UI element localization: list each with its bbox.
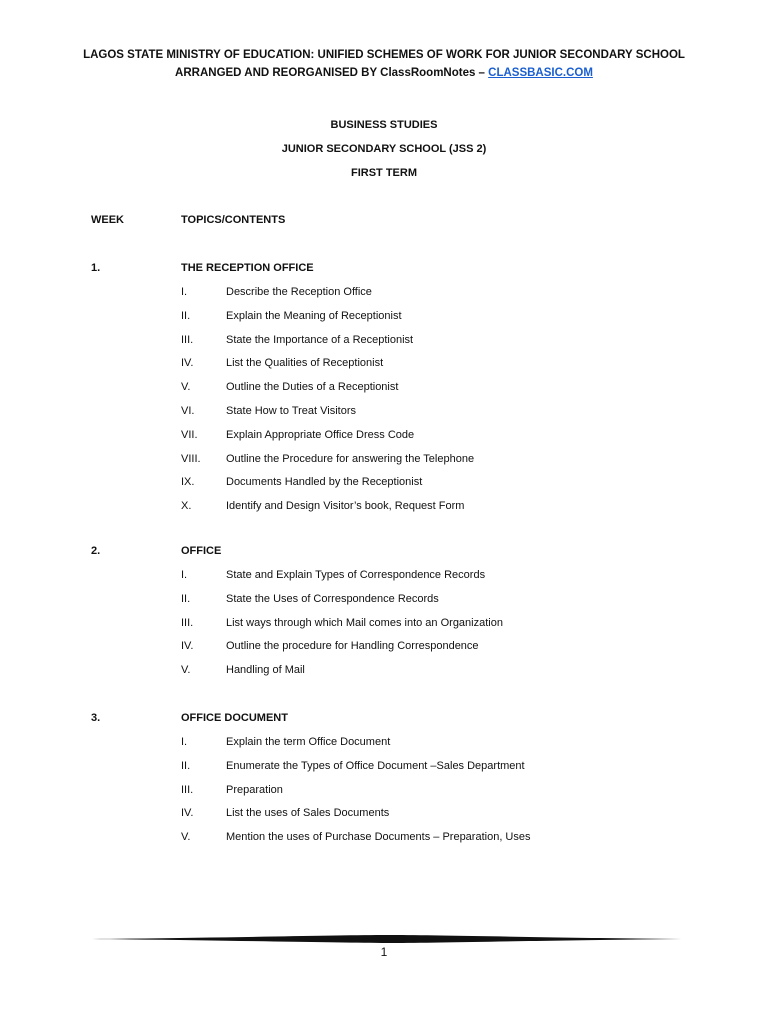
item-numeral: II. (181, 759, 191, 772)
item-numeral: V. (181, 664, 191, 677)
item-text: Explain the term Office Document (226, 736, 391, 748)
item-numeral: X. (181, 500, 192, 513)
item-numeral: II. (181, 592, 191, 605)
item-text: Mention the uses of Purchase Documents – Preparation, Uses (226, 831, 531, 844)
item-numeral: V. (181, 381, 191, 394)
item-text: Handling of Mail (226, 664, 305, 677)
footer-divider (92, 934, 682, 944)
week-number: 3. (91, 712, 101, 724)
item-numeral: IV. (181, 807, 194, 820)
week-number: 1. (91, 262, 101, 274)
item-text: State the Importance of a Receptionist (226, 333, 414, 346)
page-header (0, 46, 768, 82)
item-text: Documents Handled by the Receptionist (226, 476, 423, 489)
item-text: Describe the Reception Office (226, 286, 372, 298)
item-text: Explain the Meaning of Receptionist (226, 309, 402, 322)
item-numeral: III. (181, 616, 194, 629)
item-numeral: V. (181, 831, 191, 844)
item-numeral: I. (181, 736, 188, 748)
week-number: 2. (91, 545, 101, 557)
page-number: 1 (380, 945, 388, 959)
item-text: State the Uses of Correspondence Records (226, 592, 439, 605)
item-text: List the Qualities of Receptionist (226, 357, 384, 370)
header-line-1: LAGOS STATE MINISTRY OF EDUCATION: UNIFIED SCHEMES OF WORK FOR JUNIOR SECONDARY SCHOOL (83, 49, 685, 61)
item-numeral: VII. (181, 428, 198, 441)
item-text: List ways through which Mail comes into an Organization (226, 616, 503, 629)
item-text: State and Explain Types of Correspondence Records (226, 569, 486, 581)
item-numeral: VI. (181, 405, 195, 417)
item-text: Explain Appropriate Office Dress Code (226, 428, 415, 441)
item-numeral: II. (181, 309, 191, 322)
item-text: Identify and Design Visitor’s book, Request Form (226, 500, 465, 513)
item-numeral: I. (181, 286, 188, 298)
classbasic-link[interactable]: CLASSBASIC.COM (488, 67, 593, 79)
subject-title: BUSINESS STUDIES (330, 119, 438, 131)
item-text: Outline the procedure for Handling Correspondence (226, 640, 479, 653)
school-title: JUNIOR SECONDARY SCHOOL (JSS 2) (281, 143, 487, 155)
item-numeral: VIII. (181, 452, 201, 465)
item-numeral: III. (181, 783, 194, 796)
week-topic-title: OFFICE DOCUMENT (181, 712, 288, 724)
item-text: State How to Treat Visitors (226, 405, 357, 417)
term-title: FIRST TERM (351, 167, 417, 179)
week-topic-title: THE RECEPTION OFFICE (181, 262, 314, 274)
header-line-2 (0, 64, 768, 82)
item-numeral: I. (181, 569, 188, 581)
item-numeral: IX. (181, 476, 195, 489)
week-topic-title: OFFICE (181, 545, 222, 557)
item-text: Outline the Procedure for answering the Telephone (226, 452, 475, 465)
week-column-header: WEEK (91, 214, 124, 226)
item-text: List the uses of Sales Documents (226, 807, 390, 820)
item-text: Enumerate the Types of Office Document –Sales Department (226, 759, 525, 772)
topics-column-header: TOPICS/CONTENTS (181, 214, 286, 226)
item-text: Preparation (226, 783, 283, 796)
header-line-2-text: ARRANGED AND REORGANISED BY ClassRoomNotes – (175, 67, 489, 79)
item-numeral: IV. (181, 640, 194, 653)
item-numeral: IV. (181, 357, 194, 370)
item-text: Outline the Duties of a Receptionist (226, 381, 399, 394)
item-numeral: III. (181, 333, 194, 346)
